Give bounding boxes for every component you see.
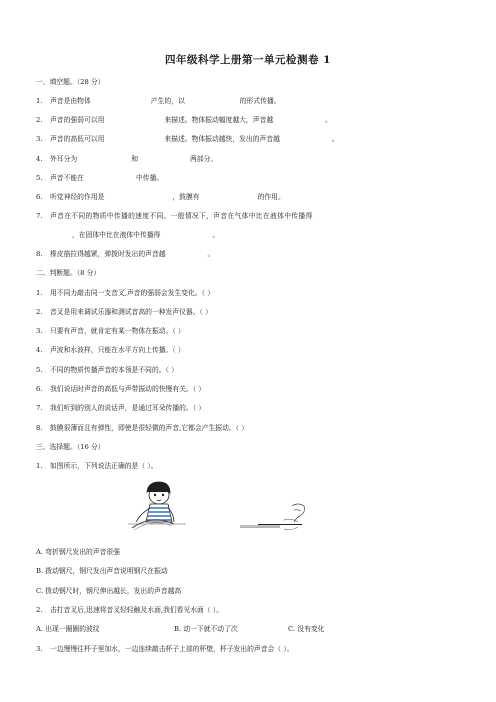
judge-question-6 [36, 385, 205, 394]
question-number: 1. [36, 97, 43, 105]
question-number: 8. [36, 250, 43, 258]
page-title: 四年级科学上册第一单元检测卷 1 [165, 54, 331, 66]
judge-question-3 [36, 327, 185, 336]
fill-question-2 [36, 116, 332, 125]
question-number: 6. [36, 385, 43, 393]
question-text: 不同的物质传播声音的本领是不同的。（ ） [50, 366, 178, 374]
question-text: 声音是由物体 [50, 97, 91, 105]
choice-q1-option-c[interactable]: C. 拨动钢尺时，钢尺伸出越长，发出的声音越高 [36, 587, 182, 595]
question-text: 如图所示，下列说法正确的是（ ）。 [50, 462, 158, 470]
question-text: 外耳分为 [50, 155, 78, 163]
question-text: 的作用。 [257, 193, 285, 201]
choice-q2-option-a[interactable]: A. 出现一圈圈的波纹 [36, 625, 100, 633]
question-text: 声音的高低可以用 [50, 135, 105, 143]
fill-question-3 [36, 135, 339, 144]
question-text: 鼓膜很薄而且有弹性，即使是很轻微的声音,它都会产生振动。（ ） [50, 424, 249, 432]
judge-question-2 [36, 308, 212, 317]
question-text: 只要有声音，就肯定有某一物体在振动。（ ） [50, 327, 185, 335]
question-text: 一边慢慢往杯子里加水，一边连续敲击杯子上部的杯壁，杯子发出的声音会（ ）。 [50, 645, 294, 653]
question-text: 和 [131, 155, 138, 163]
question-text: 。 [207, 250, 215, 258]
question-number: 2. [36, 116, 43, 124]
ruler-plucking-figure [240, 500, 310, 540]
question-text: 。 [325, 116, 332, 124]
question-number: 3. [36, 135, 43, 143]
choice-question-1 [36, 462, 158, 471]
choice-q1-option-b[interactable]: B. 拨动钢尺，钢尺发出声音说明钢尺在振动 [36, 567, 168, 575]
question-text: 的形式传播。 [239, 97, 281, 105]
judge-question-1 [36, 289, 214, 298]
judge-question-4 [36, 346, 185, 355]
judge-question-5 [36, 366, 178, 375]
fill-question-7-line-2 [68, 231, 219, 240]
child-bending-ruler-figure [128, 478, 186, 540]
question-text: ，鼓膜有 [172, 193, 200, 201]
choice-q1-option-a[interactable]: A. 弯折钢尺发出的声音很强 [36, 548, 120, 556]
question-number: 5. [36, 366, 43, 374]
choice-q2-option-c[interactable]: C. 没有变化 [288, 625, 325, 633]
section-judge-heading: 二、判断题。（8 分） [36, 269, 101, 277]
choice-question-2 [36, 606, 223, 615]
fill-question-7-line-1 [36, 212, 313, 221]
question-text: 用不同力敲击同一支音叉,声音的强弱会发生变化。（ ） [50, 289, 215, 297]
question-text: 来描述。物体振动幅度越大，声音越 [164, 116, 274, 124]
question-text: 。 [212, 231, 220, 239]
question-number: 5. [36, 174, 43, 182]
fill-question-6 [36, 193, 285, 202]
section-fill-heading: 一、填空题。（28 分） [36, 78, 105, 86]
question-text: 。 [331, 135, 339, 143]
question-text: 声音在不同的物质中传播的速度不同。一般情况下，声音在气体中比在液体中传播得 [50, 212, 313, 220]
question-text: 声音的强弱可以用 [50, 116, 105, 124]
question-number: 2. [36, 606, 43, 614]
question-text: 我们说话时声音的高低与声带振动的快慢有关。（ ） [50, 385, 206, 393]
judge-question-7 [36, 404, 205, 413]
question-number: 4. [36, 155, 43, 163]
fill-question-5 [36, 174, 163, 183]
fill-question-8 [36, 250, 214, 259]
question-number: 3. [36, 645, 43, 653]
section-choice-heading: 三、选择题。（16 分） [36, 443, 105, 451]
question-text: 击打音叉后,迅速将音叉轻轻触及水面,我们看见水面（ ）。 [50, 606, 224, 614]
question-number: 8. [36, 424, 43, 432]
question-text: 中传播。 [135, 174, 164, 182]
choice-question-3 [36, 645, 293, 654]
question-text: 音叉是用来调试乐器和测试音高的一种发声仪器。（ ） [50, 308, 212, 316]
choice-q2-option-b[interactable]: B. 动一下就不动了次 [174, 625, 238, 633]
question-text: 听觉神经的作用是 [50, 193, 105, 201]
question-number: 1. [36, 289, 43, 297]
question-text: 我们听到的别人的说话声，是通过耳朵传播的。（ ） [50, 404, 206, 412]
question-number: 3. [36, 327, 43, 335]
question-text: 橡皮筋拉得越紧，弹拨时发出的声音越 [50, 250, 166, 258]
question-number: 1. [36, 462, 43, 470]
question-text: 声波和水波样，只能在水平方向上传播。（ ） [50, 346, 185, 354]
question-text: ，在固体中比在液体中传播得 [72, 231, 161, 239]
question-number: 6. [36, 193, 43, 201]
question-text: 声音不能在 [50, 174, 84, 182]
fill-question-1 [36, 97, 281, 106]
question-text: 产生的，以 [150, 97, 185, 105]
question-text: 来描述。物体振动越快，发出的声音越 [164, 135, 280, 143]
fill-question-4 [36, 155, 217, 164]
question-number: 7. [36, 404, 43, 412]
question-text: 两部分。 [189, 155, 218, 163]
judge-question-8 [36, 424, 248, 433]
question-number: 4. [36, 346, 43, 354]
question-number: 7. [36, 212, 44, 220]
question-number: 2. [36, 308, 43, 316]
